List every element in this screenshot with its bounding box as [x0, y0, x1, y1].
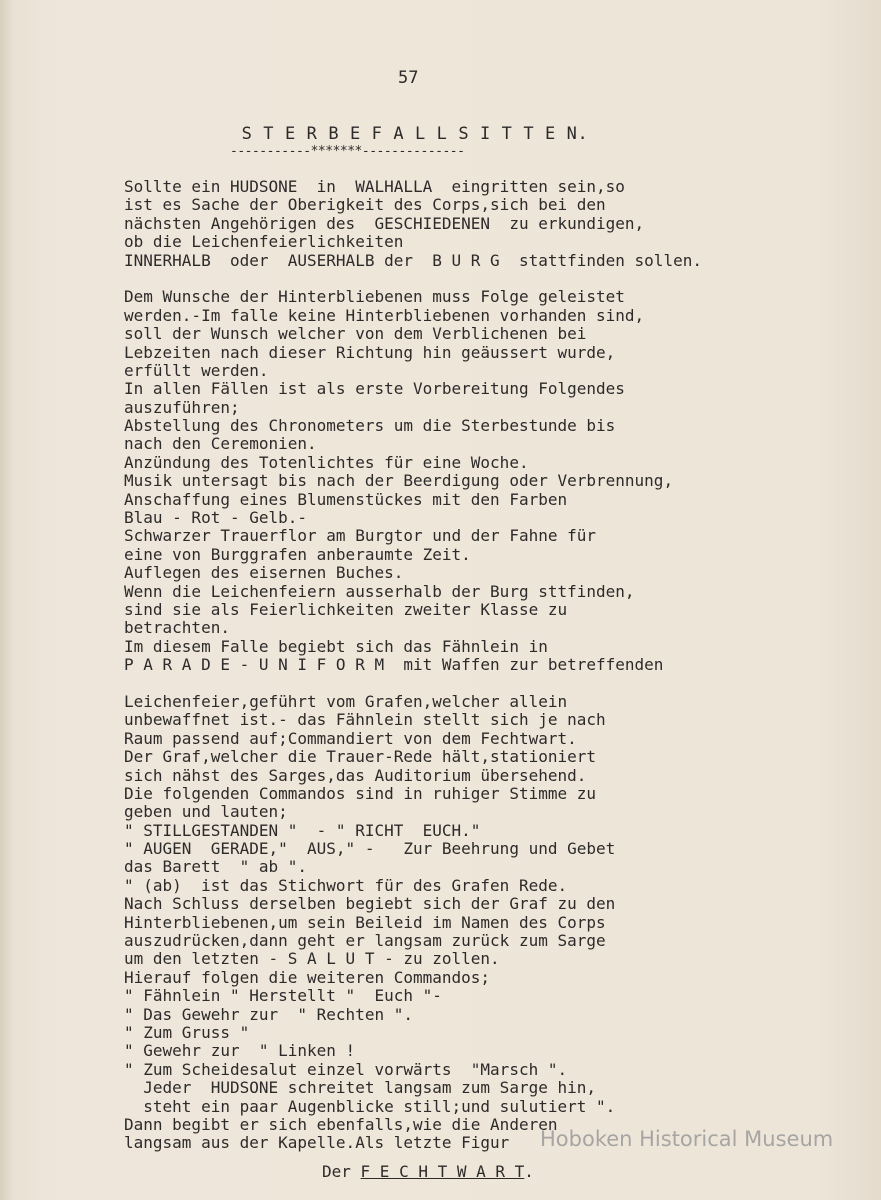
- text-line: steht ein paar Augenblicke still;und sulutiert ".: [124, 1096, 616, 1116]
- signature-prefix: Der: [322, 1162, 361, 1181]
- document-body: [124, 178, 824, 1153]
- text-line: Im diesem Falle begiebt sich das Fähnlein in: [124, 636, 548, 656]
- text-line: nach den Ceremonien.: [124, 434, 317, 454]
- text-line: unbewaffnet ist.- das Fähnlein stellt sich je nach: [124, 710, 606, 730]
- signature-line: [322, 1162, 534, 1181]
- text-line: sind sie als Feierlichkeiten zweiter Klasse zu: [124, 599, 568, 619]
- text-line: das Barett " ab ".: [124, 857, 308, 877]
- text-line: geben und lauten;: [124, 802, 288, 822]
- text-line: erfüllt werden.: [124, 360, 269, 380]
- text-line: Auflegen des eisernen Buches.: [124, 563, 404, 583]
- text-line: Jeder HUDSONE schreitet langsam zum Sarge hin,: [124, 1078, 597, 1098]
- text-line: " (ab) ist das Stichwort für des Grafen Rede.: [124, 875, 568, 895]
- text-line: Lebzeiten nach dieser Richtung hin geäussert wurde,: [124, 342, 616, 362]
- text-line: Der Graf,welcher die Trauer-Rede hält,stationiert: [124, 747, 597, 767]
- document-title: S T E R B E F A L L S I T T E N.: [241, 124, 589, 144]
- text-line: auszudrücken,dann geht er langsam zurück zum Sarge: [124, 931, 606, 951]
- text-line: Dann begibt er sich ebenfalls,wie die Anderen: [124, 1114, 558, 1134]
- text-line: Blau - Rot - Gelb.-: [124, 508, 308, 528]
- text-line: soll der Wunsch welcher von dem Verblichenen bei: [124, 324, 587, 344]
- text-line: ob die Leichenfeierlichkeiten: [124, 232, 404, 252]
- text-line: Hinterbliebenen,um sein Beileid im Namen des Corps: [124, 912, 606, 932]
- text-line: Die folgenden Commandos sind in ruhiger Stimme zu: [124, 783, 597, 803]
- text-line: Dem Wunsche der Hinterbliebenen muss Folge geleistet: [124, 287, 625, 307]
- text-line: Wenn die Leichenfeiern ausserhalb der Burg sttfinden,: [124, 581, 635, 601]
- text-line: " Fähnlein " Herstellt " Euch "-: [124, 986, 442, 1006]
- signature-suffix: .: [524, 1162, 534, 1181]
- text-line: sich nähst des Sarges,das Auditorium übersehend.: [124, 765, 587, 785]
- paragraph-gap: [124, 675, 824, 693]
- text-line: In allen Fällen ist als erste Vorbereitung Folgendes: [124, 379, 625, 399]
- paragraph-gap: [124, 270, 824, 288]
- text-line: " Zum Gruss ": [124, 1022, 250, 1042]
- text-line: " AUGEN GERADE," AUS," - Zur Beehrung und Gebet: [124, 839, 616, 859]
- text-line: Anzündung des Totenlichtes für eine Woche.: [124, 452, 529, 472]
- text-line: betrachten.: [124, 618, 230, 638]
- text-line: Abstellung des Chronometers um die Sterbestunde bis: [124, 416, 616, 436]
- text-line: Hierauf folgen die weiteren Commandos;: [124, 967, 491, 987]
- text-line: Sollte ein HUDSONE in WALHALLA eingritten sein,so: [124, 177, 625, 196]
- text-line: eine von Burggrafen anberaumte Zeit.: [124, 544, 471, 564]
- text-line: nächsten Angehörigen des GESCHIEDENEN zu erkundigen,: [124, 213, 645, 233]
- museum-watermark: Hoboken Historical Museum: [540, 1127, 834, 1151]
- signature-name: F E C H T W A R T: [360, 1162, 525, 1181]
- text-line: Schwarzer Trauerflor am Burgtor und der Fahne für: [124, 526, 597, 546]
- text-line: " Gewehr zur " Linken !: [124, 1041, 356, 1061]
- text-line: auszuführen;: [124, 397, 240, 417]
- text-line: " STILLGESTANDEN " - " RICHT EUCH.": [124, 820, 481, 840]
- title-underline-rule: -----------*******--------------: [230, 144, 465, 159]
- text-line: ist es Sache der Oberigkeit des Corps,sich bei den: [124, 195, 606, 215]
- text-line: " Das Gewehr zur " Rechten ".: [124, 1004, 413, 1024]
- page-number: 57: [398, 68, 419, 88]
- text-line: Musik untersagt bis nach der Beerdigung oder Verbrennung,: [124, 471, 674, 491]
- text-line: Leichenfeier,geführt vom Grafen,welcher allein: [124, 691, 568, 711]
- text-line: Anschaffung eines Blumenstückes mit den Farben: [124, 489, 568, 509]
- text-line: INNERHALB oder AUSERHALB der B U R G stattfinden sollen.: [124, 250, 702, 270]
- text-line: langsam aus der Kapelle.Als letzte Figur: [124, 1133, 510, 1153]
- text-line: " Zum Scheidesalut einzel vorwärts "Marsch ".: [124, 1059, 568, 1079]
- text-line: Nach Schluss derselben begiebt sich der Graf zu den: [124, 894, 616, 914]
- text-line: werden.-Im falle keine Hinterbliebenen vorhanden sind,: [124, 305, 645, 325]
- text-line: P A R A D E - U N I F O R M mit Waffen zur betreffenden: [124, 655, 664, 675]
- text-line: um den letzten - S A L U T - zu zollen.: [124, 949, 500, 969]
- text-line: Raum passend auf;Commandiert von dem Fechtwart.: [124, 728, 577, 748]
